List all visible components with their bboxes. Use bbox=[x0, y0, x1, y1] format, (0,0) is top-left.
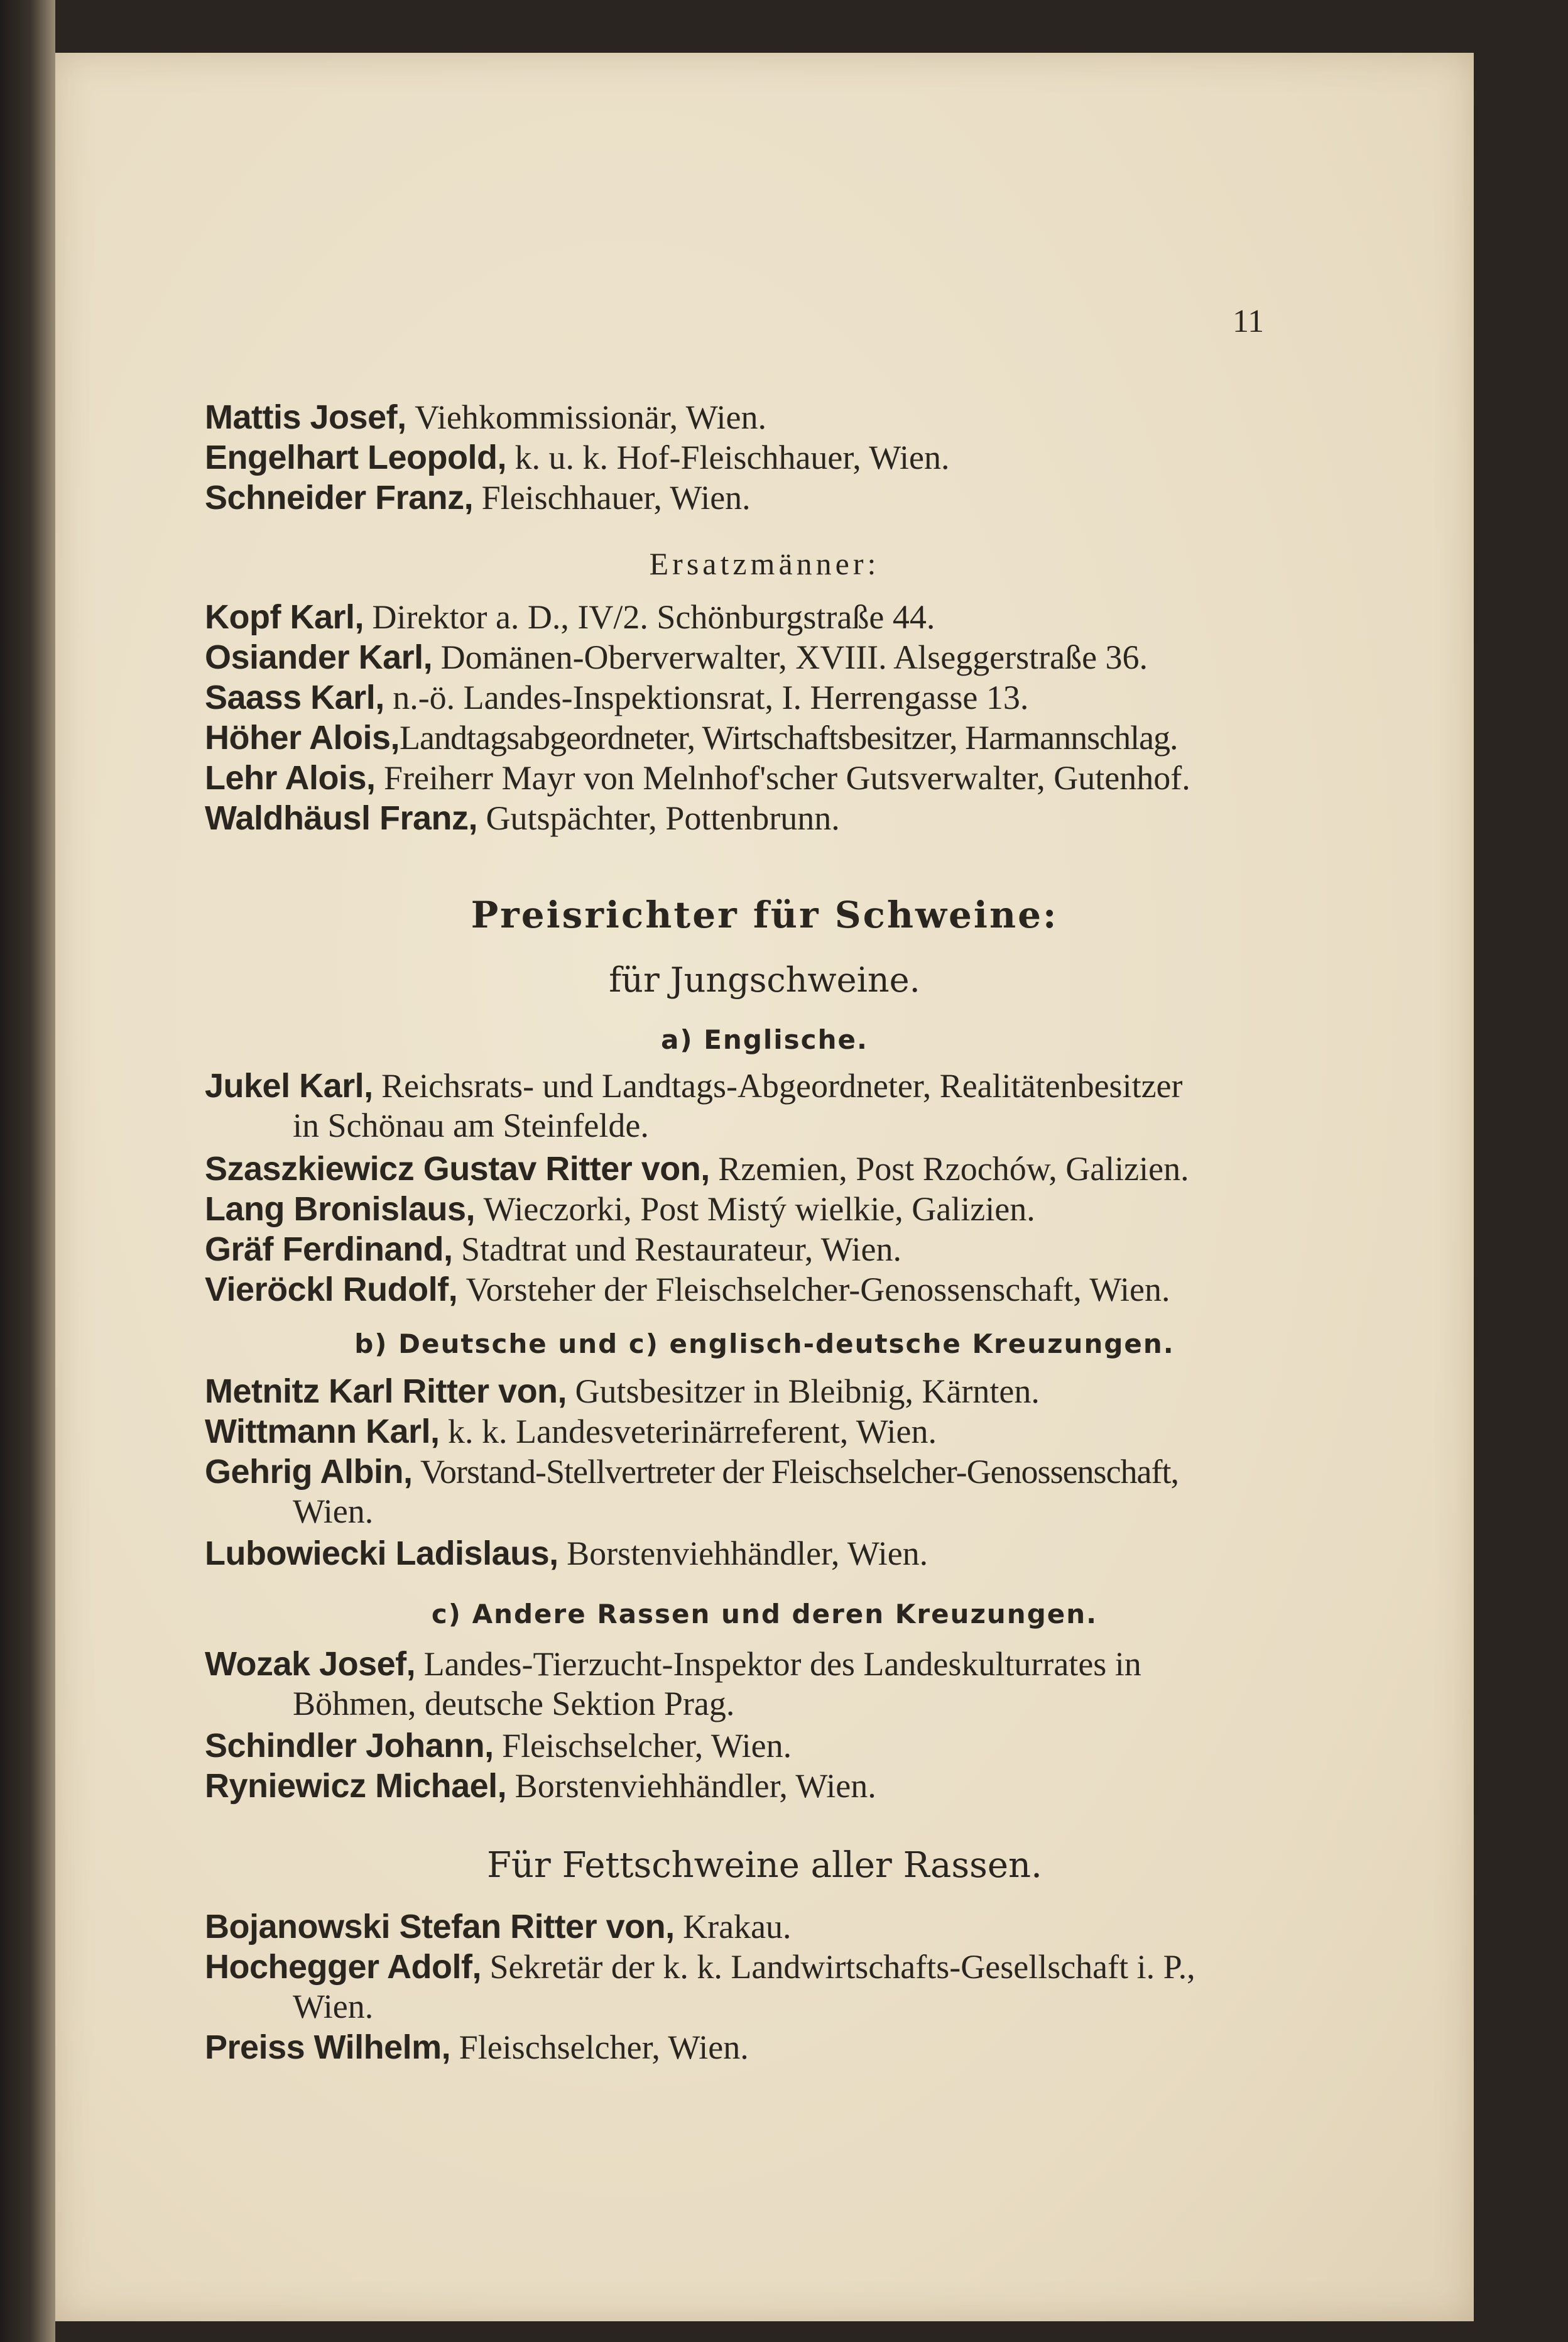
entry-name: Schindler Johann, bbox=[205, 1727, 494, 1765]
section-b-heading: b) Deutsche und c) englisch-deutsche Kreuzungen. bbox=[354, 1328, 1175, 1359]
fett-heading: Für Fettschweine aller Rassen. bbox=[487, 1845, 1042, 1886]
entry-desc: Domänen-Oberverwalter, XVIII. Alseggerstraße 36. bbox=[440, 638, 1148, 676]
entry-name: Osiander Karl, bbox=[205, 638, 433, 676]
entry-desc: Vorsteher der Fleischselcher-Genossenschaft, Wien. bbox=[466, 1271, 1170, 1308]
jung-heading: für Jungschweine. bbox=[609, 960, 920, 1000]
entry-desc: Sekretär der k. k. Landwirtschafts-Gesellschaft i. P., bbox=[489, 1948, 1195, 1986]
list-item bbox=[205, 1726, 792, 1766]
entry-name: Engelhart Leopold, bbox=[205, 439, 507, 476]
entry-name: Gehrig Albin, bbox=[205, 1453, 413, 1491]
list-item bbox=[205, 1644, 1141, 1684]
document-page bbox=[55, 53, 1474, 2321]
book-gutter bbox=[0, 0, 55, 2342]
entry-desc: Fleischselcher, Wien. bbox=[459, 2028, 749, 2066]
list-item bbox=[205, 1766, 876, 1806]
entry-name: Szaszkiewicz Gustav Ritter von, bbox=[205, 1150, 710, 1188]
entry-name: Ryniewicz Michael, bbox=[205, 1767, 507, 1805]
entry-continuation: in Schönau am Steinfelde. bbox=[293, 1107, 649, 1144]
entry-name: Gräf Ferdinand, bbox=[205, 1230, 453, 1268]
entry-name: Höher Alois, bbox=[205, 719, 400, 757]
list-item bbox=[205, 1907, 792, 1947]
entry-name: Kopf Karl, bbox=[205, 598, 364, 636]
entry-name: Bojanowski Stefan Ritter von, bbox=[205, 1908, 675, 1945]
main-heading: Preisrichter für Schweine: bbox=[471, 894, 1059, 936]
entry-name: Jukel Karl, bbox=[205, 1067, 373, 1105]
list-item bbox=[205, 397, 766, 437]
list-item bbox=[205, 1371, 1040, 1411]
entry-desc: Landtagsabgeordneter, Wirtschaftsbesitzer, Harmannschlag. bbox=[400, 719, 1178, 757]
entry-name: Lang Bronislaus, bbox=[205, 1190, 476, 1228]
list-item bbox=[205, 1452, 1179, 1492]
entry-desc: k. u. k. Hof-Fleischhauer, Wien. bbox=[514, 439, 950, 476]
entry-desc: Vorstand-Stellvertreter der Fleischselcher-Genossenschaft, bbox=[420, 1453, 1179, 1491]
entry-continuation: Böhmen, deutsche Sektion Prag. bbox=[293, 1685, 735, 1722]
entry-name: Mattis Josef, bbox=[205, 398, 406, 436]
page-number: 11 bbox=[1233, 304, 1265, 339]
entry-continuation: Wien. bbox=[293, 1492, 374, 1530]
entry-desc: Borstenviehhändler, Wien. bbox=[514, 1767, 876, 1805]
entry-name: Wittmann Karl, bbox=[205, 1413, 440, 1450]
entry-desc: n.-ö. Landes-Inspektionsrat, I. Herrengasse 13. bbox=[393, 679, 1029, 716]
entry-name: Wozak Josef, bbox=[205, 1645, 416, 1683]
list-item bbox=[205, 1411, 937, 1452]
list-item bbox=[205, 798, 840, 838]
ersatz-heading: Ersatzmänner: bbox=[649, 546, 880, 581]
entry-desc: Fleischselcher, Wien. bbox=[502, 1727, 792, 1765]
entry-name: Metnitz Karl Ritter von, bbox=[205, 1372, 567, 1410]
entry-desc: Krakau. bbox=[683, 1908, 792, 1945]
list-item bbox=[205, 1149, 1189, 1189]
entry-desc: Gutspächter, Pottenbrunn. bbox=[486, 799, 840, 837]
entry-name: Lehr Alois, bbox=[205, 759, 376, 797]
section-a-heading: a) Englische. bbox=[661, 1024, 868, 1055]
entry-desc: Stadtrat und Restaurateur, Wien. bbox=[461, 1230, 902, 1268]
entry-desc: Borstenviehhändler, Wien. bbox=[567, 1535, 928, 1572]
list-item bbox=[205, 758, 1190, 798]
entry-desc: Landes-Tierzucht-Inspektor des Landeskulturrates in bbox=[423, 1645, 1141, 1683]
entry-name: Lubowiecki Ladislaus, bbox=[205, 1535, 558, 1572]
list-item bbox=[205, 1066, 1183, 1106]
section-c-heading: c) Andere Rassen und deren Kreuzungen. bbox=[431, 1599, 1098, 1629]
entry-desc: k. k. Landesveterinärreferent, Wien. bbox=[448, 1413, 937, 1450]
list-item bbox=[205, 1269, 1170, 1310]
list-item bbox=[205, 2027, 749, 2067]
entry-name: Saass Karl, bbox=[205, 679, 384, 716]
entry-desc: Rzemien, Post Rzochów, Galizien. bbox=[718, 1150, 1189, 1188]
entry-desc: Fleischhauer, Wien. bbox=[481, 479, 751, 517]
list-item bbox=[205, 437, 950, 478]
list-item bbox=[205, 1533, 928, 1573]
entry-name: Vieröckl Rudolf, bbox=[205, 1271, 458, 1308]
list-item bbox=[205, 1947, 1195, 1987]
entry-desc: Reichsrats- und Landtags-Abgeordneter, Realitätenbesitzer bbox=[381, 1067, 1183, 1105]
entry-name: Waldhäusl Franz, bbox=[205, 799, 478, 837]
entry-name: Hochegger Adolf, bbox=[205, 1948, 482, 1986]
list-item bbox=[205, 1229, 901, 1269]
entry-continuation: Wien. bbox=[293, 1988, 374, 2025]
list-item bbox=[205, 478, 751, 518]
entry-name: Schneider Franz, bbox=[205, 479, 474, 517]
list-item bbox=[205, 677, 1028, 718]
list-item bbox=[205, 597, 935, 637]
list-item bbox=[205, 1189, 1035, 1229]
list-item bbox=[205, 718, 1178, 758]
entry-desc: Gutsbesitzer in Bleibnig, Kärnten. bbox=[575, 1372, 1040, 1410]
entry-name: Preiss Wilhelm, bbox=[205, 2028, 451, 2066]
list-item bbox=[205, 637, 1148, 677]
entry-desc: Wieczorki, Post Mistý wielkie, Galizien. bbox=[483, 1190, 1035, 1228]
entry-desc: Direktor a. D., IV/2. Schönburgstraße 44. bbox=[372, 598, 935, 636]
entry-desc: Viehkommissionär, Wien. bbox=[415, 398, 766, 436]
entry-desc: Freiherr Mayr von Melnhof'scher Gutsverwalter, Gutenhof. bbox=[384, 759, 1190, 797]
